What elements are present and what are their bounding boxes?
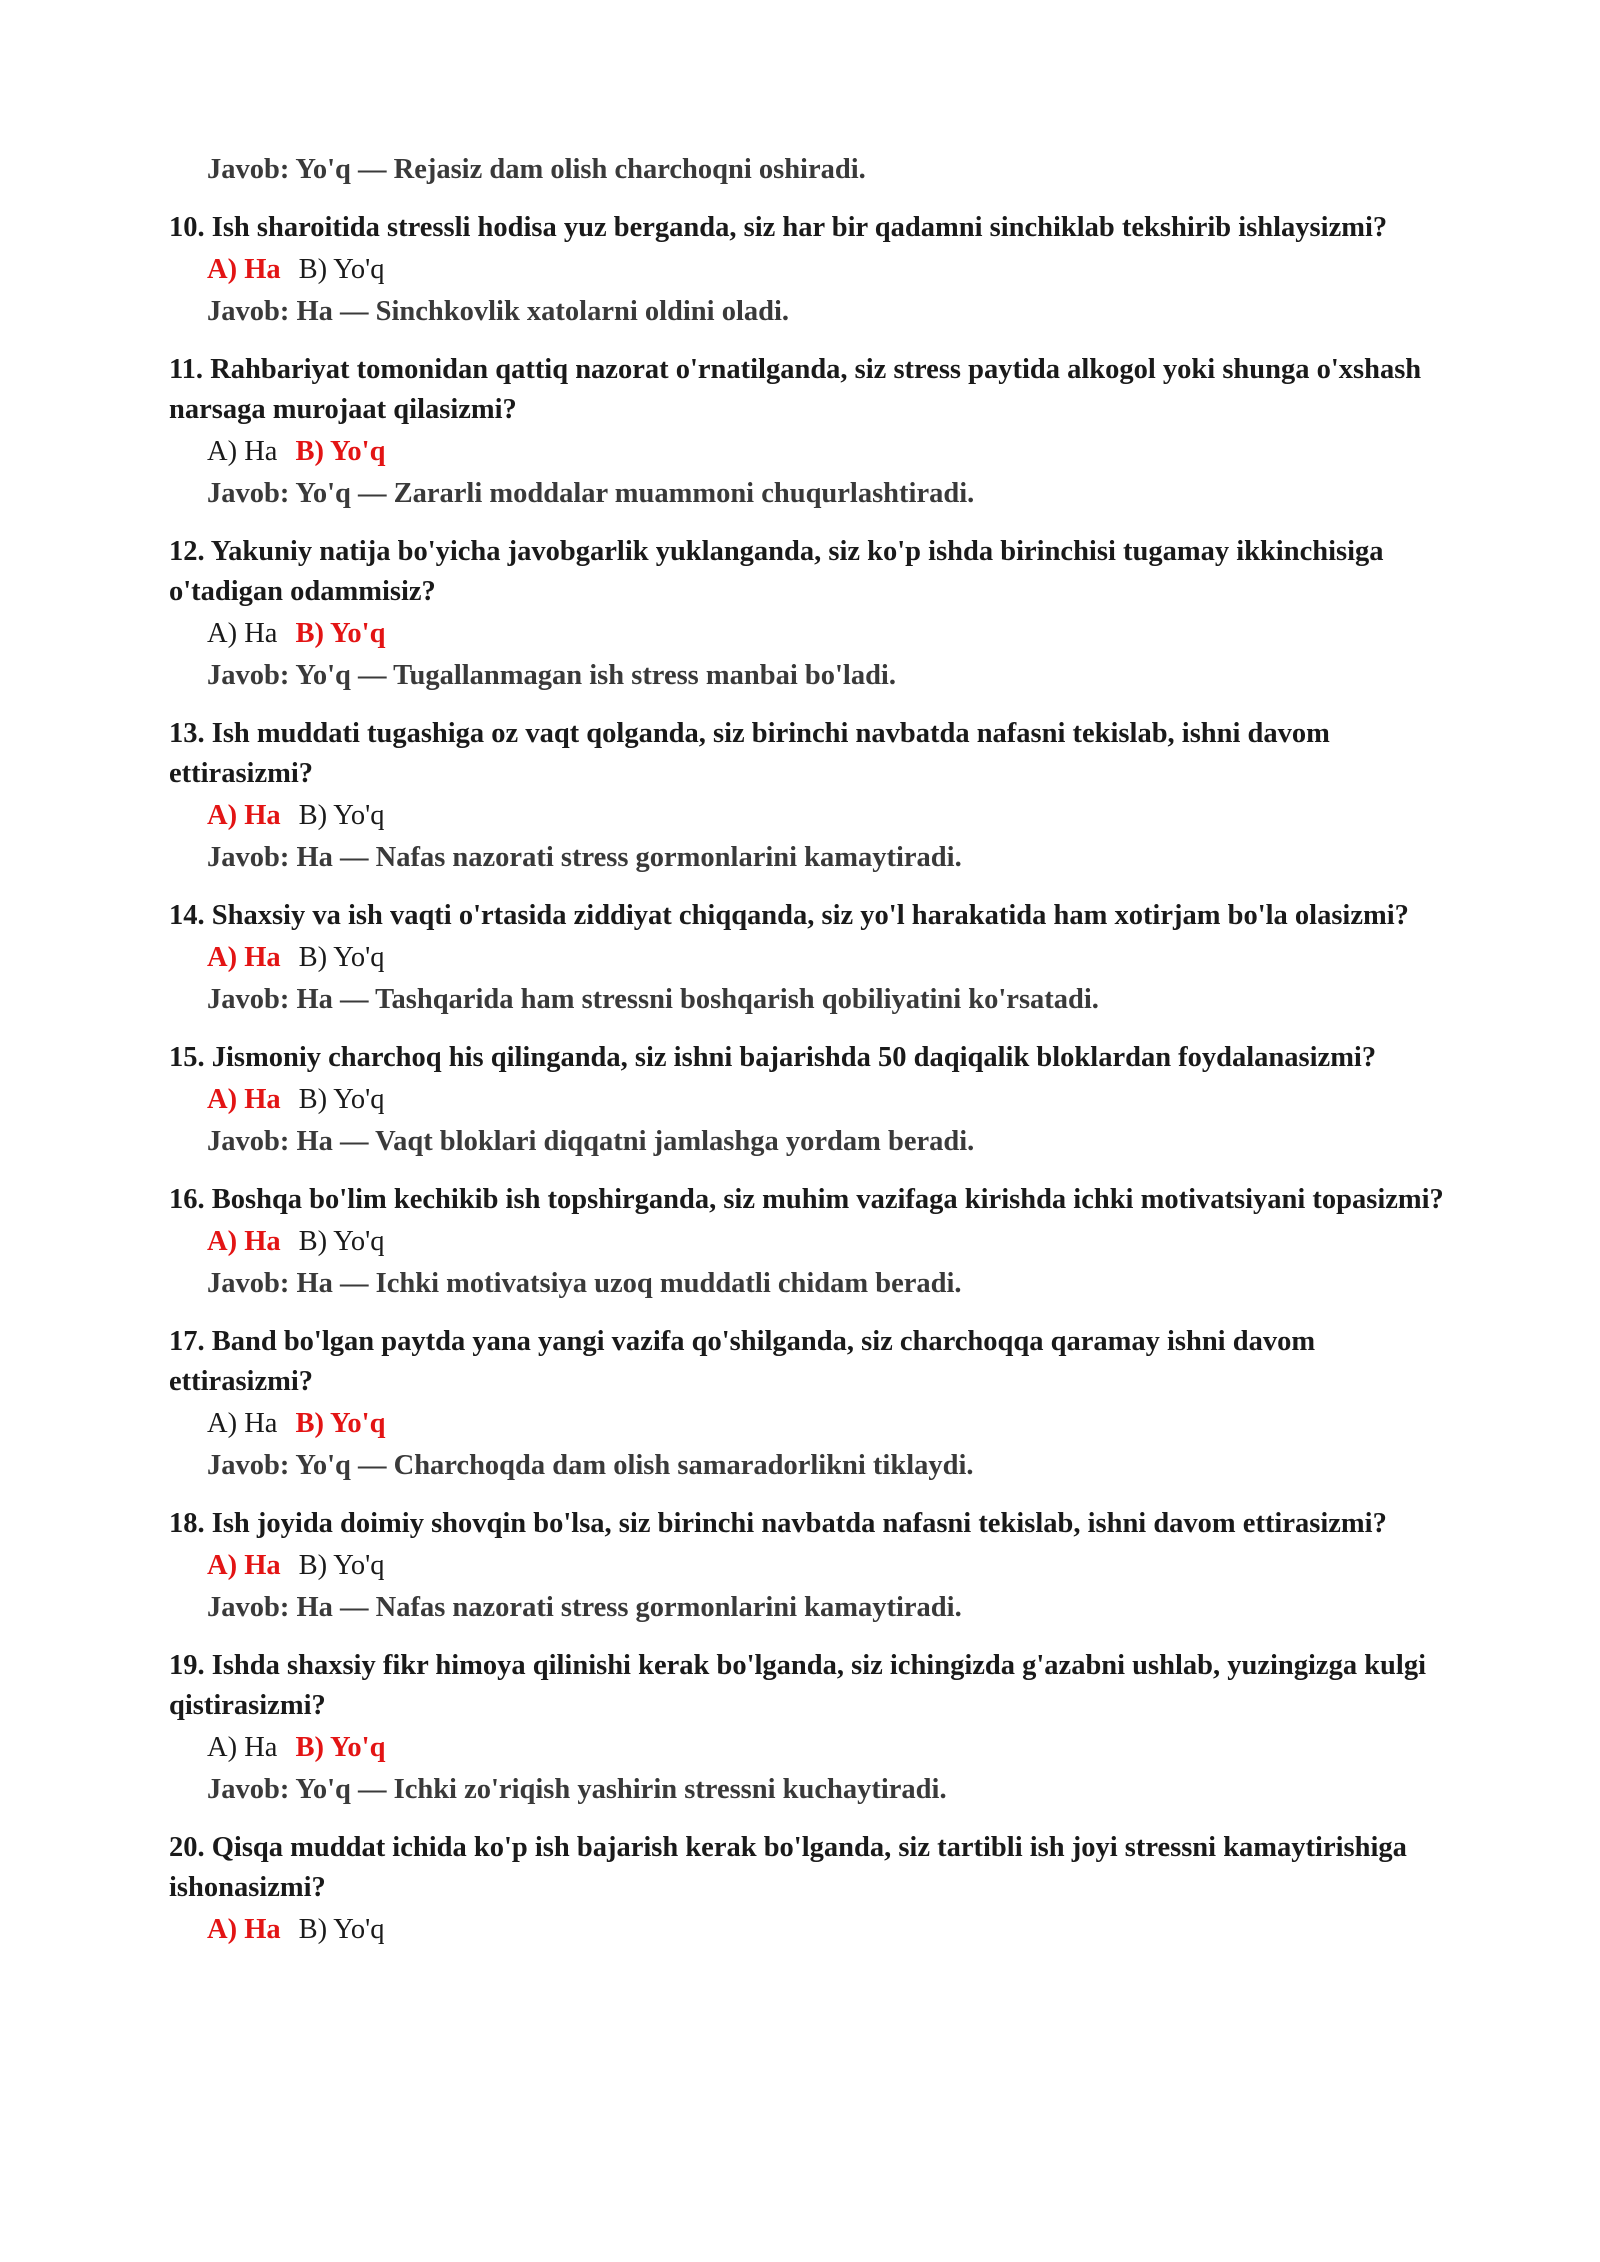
question-heading bbox=[169, 1180, 1459, 1220]
question-item bbox=[169, 896, 1459, 1020]
question-heading bbox=[169, 896, 1459, 936]
question-text: Qisqa muddat ichida ko'p ish bajarish kerak bo'lganda, siz tartibli ish joyi stressni kamaytirishiga ishonasizmi? bbox=[169, 1832, 1407, 1903]
option-a[interactable]: A) Ha bbox=[207, 436, 278, 467]
question-number: 11. bbox=[169, 354, 204, 385]
answer-explanation bbox=[169, 1264, 1459, 1304]
question-item bbox=[169, 350, 1459, 514]
question-heading bbox=[169, 714, 1459, 794]
question-heading bbox=[169, 208, 1459, 248]
question-text: Ish joyida doimiy shovqin bo'lsa, siz birinchi navbatda nafasni tekislab, ishni davom ettirasizmi? bbox=[211, 1508, 1387, 1539]
question-heading bbox=[169, 1322, 1459, 1402]
intro-answer bbox=[169, 150, 1459, 190]
question-text: Jismoniy charchoq his qilinganda, siz ishni bajarishda 50 daqiqalik bloklardan foydalanasizmi? bbox=[211, 1042, 1377, 1073]
answer-options bbox=[169, 1910, 1459, 1950]
question-number: 19. bbox=[169, 1650, 205, 1681]
option-b[interactable]: B) Yo'q bbox=[295, 1732, 386, 1763]
option-a[interactable]: A) Ha bbox=[207, 1226, 281, 1257]
question-item bbox=[169, 1038, 1459, 1162]
answer-options bbox=[169, 614, 1459, 654]
question-heading bbox=[169, 1828, 1459, 1908]
answer-label: Javob: bbox=[207, 660, 290, 691]
option-b[interactable]: B) Yo'q bbox=[295, 1408, 386, 1439]
question-text: Yakuniy natija bo'yicha javobgarlik yuklanganda, siz ko'p ishda birinchisi tugamay ikkinchisiga o'tadigan odammisiz? bbox=[169, 536, 1384, 607]
option-b[interactable]: B) Yo'q bbox=[298, 1084, 385, 1115]
question-text: Rahbariyat tomonidan qattiq nazorat o'rnatilganda, siz stress paytida alkogol yoki shunga o'xshash narsaga murojaat qilasizmi? bbox=[169, 354, 1422, 425]
answer-explanation bbox=[169, 474, 1459, 514]
option-b[interactable]: B) Yo'q bbox=[298, 1550, 385, 1581]
question-heading bbox=[169, 1504, 1459, 1544]
answer-options bbox=[169, 1222, 1459, 1262]
question-text: Boshqa bo'lim kechikib ish topshirganda, siz muhim vazifaga kirishda ichki motivatsiyani topasizmi? bbox=[211, 1184, 1444, 1215]
answer-options bbox=[169, 1404, 1459, 1444]
question-text: Ishda shaxsiy fikr himoya qilinishi kerak bo'lganda, siz ichingizda g'azabni ushlab, yuzingizga kulgi qistirasizmi? bbox=[169, 1650, 1426, 1721]
question-text: Band bo'lgan paytda yana yangi vazifa qo'shilganda, siz charchoqqa qaramay ishni davom ettirasizmi? bbox=[169, 1326, 1316, 1397]
question-number: 17. bbox=[169, 1326, 205, 1357]
question-heading bbox=[169, 350, 1459, 430]
answer-label: Javob: bbox=[207, 1774, 290, 1805]
question-heading bbox=[169, 1646, 1459, 1726]
answer-explanation bbox=[169, 980, 1459, 1020]
question-heading bbox=[169, 532, 1459, 612]
question-text: Ish sharoitida stressli hodisa yuz berganda, siz har bir qadamni sinchiklab tekshirib ishlaysizmi? bbox=[211, 212, 1388, 243]
answer-options bbox=[169, 250, 1459, 290]
answer-text: Ha — Nafas nazorati stress gormonlarini kamaytiradi. bbox=[296, 842, 962, 873]
option-a[interactable]: A) Ha bbox=[207, 1084, 281, 1115]
question-number: 14. bbox=[169, 900, 205, 931]
answer-text: Yo'q — Rejasiz dam olish charchoqni oshiradi. bbox=[295, 154, 866, 185]
answer-label: Javob: bbox=[207, 842, 290, 873]
option-a[interactable]: A) Ha bbox=[207, 1550, 281, 1581]
question-list bbox=[169, 208, 1459, 1950]
answer-options bbox=[169, 1546, 1459, 1586]
question-item bbox=[169, 1180, 1459, 1304]
answer-label: Javob: bbox=[207, 478, 290, 509]
question-text: Shaxsiy va ish vaqti o'rtasida ziddiyat chiqqanda, siz yo'l harakatida ham xotirjam bo'la olasizmi? bbox=[211, 900, 1409, 931]
option-a[interactable]: A) Ha bbox=[207, 254, 281, 285]
question-number: 10. bbox=[169, 212, 205, 243]
option-a[interactable]: A) Ha bbox=[207, 1732, 278, 1763]
option-a[interactable]: A) Ha bbox=[207, 618, 278, 649]
option-b[interactable]: B) Yo'q bbox=[298, 1226, 385, 1257]
answer-explanation bbox=[169, 1122, 1459, 1162]
option-b[interactable]: B) Yo'q bbox=[298, 1914, 385, 1945]
option-b[interactable]: B) Yo'q bbox=[298, 942, 385, 973]
answer-text: Ha — Nafas nazorati stress gormonlarini kamaytiradi. bbox=[296, 1592, 962, 1623]
question-item bbox=[169, 714, 1459, 878]
question-item bbox=[169, 1646, 1459, 1810]
option-b[interactable]: B) Yo'q bbox=[295, 436, 386, 467]
question-item bbox=[169, 1322, 1459, 1486]
answer-options bbox=[169, 1728, 1459, 1768]
question-item bbox=[169, 1504, 1459, 1628]
question-number: 18. bbox=[169, 1508, 205, 1539]
answer-explanation bbox=[169, 1446, 1459, 1486]
answer-label: Javob: bbox=[207, 984, 290, 1015]
answer-text: Yo'q — Charchoqda dam olish samaradorlikni tiklaydi. bbox=[295, 1450, 974, 1481]
answer-label: Javob: bbox=[207, 1450, 290, 1481]
option-a[interactable]: A) Ha bbox=[207, 1914, 281, 1945]
answer-label: Javob: bbox=[207, 1268, 290, 1299]
question-item bbox=[169, 532, 1459, 696]
answer-explanation bbox=[169, 1588, 1459, 1628]
answer-explanation bbox=[169, 838, 1459, 878]
option-a[interactable]: A) Ha bbox=[207, 1408, 278, 1439]
answer-explanation bbox=[169, 1770, 1459, 1810]
question-number: 12. bbox=[169, 536, 205, 567]
answer-text: Ha — Tashqarida ham stressni boshqarish qobiliyatini ko'rsatadi. bbox=[296, 984, 1099, 1015]
question-number: 16. bbox=[169, 1184, 205, 1215]
question-heading bbox=[169, 1038, 1459, 1078]
answer-options bbox=[169, 796, 1459, 836]
answer-text: Yo'q — Ichki zo'riqish yashirin stressni kuchaytiradi. bbox=[295, 1774, 947, 1805]
option-a[interactable]: A) Ha bbox=[207, 800, 281, 831]
answer-explanation bbox=[169, 292, 1459, 332]
answer-label: Javob: bbox=[207, 1126, 290, 1157]
question-item bbox=[169, 208, 1459, 332]
option-b[interactable]: B) Yo'q bbox=[295, 618, 386, 649]
answer-text: Ha — Ichki motivatsiya uzoq muddatli chidam beradi. bbox=[296, 1268, 962, 1299]
option-b[interactable]: B) Yo'q bbox=[298, 254, 385, 285]
question-number: 13. bbox=[169, 718, 205, 749]
answer-options bbox=[169, 1080, 1459, 1120]
quiz-content bbox=[169, 148, 1459, 1950]
answer-options bbox=[169, 432, 1459, 472]
question-item bbox=[169, 1828, 1459, 1950]
answer-label: Javob: bbox=[207, 154, 290, 185]
answer-text: Yo'q — Tugallanmagan ish stress manbai bo'ladi. bbox=[295, 660, 896, 691]
answer-label: Javob: bbox=[207, 296, 290, 327]
answer-text: Ha — Sinchkovlik xatolarni oldini oladi. bbox=[296, 296, 790, 327]
answer-label: Javob: bbox=[207, 1592, 290, 1623]
answer-text: Yo'q — Zararli moddalar muammoni chuqurlashtiradi. bbox=[295, 478, 975, 509]
answer-options bbox=[169, 938, 1459, 978]
answer-text: Ha — Vaqt bloklari diqqatni jamlashga yordam beradi. bbox=[296, 1126, 975, 1157]
question-number: 20. bbox=[169, 1832, 205, 1863]
answer-explanation bbox=[169, 656, 1459, 696]
question-number: 15. bbox=[169, 1042, 205, 1073]
option-a[interactable]: A) Ha bbox=[207, 942, 281, 973]
option-b[interactable]: B) Yo'q bbox=[298, 800, 385, 831]
question-text: Ish muddati tugashiga oz vaqt qolganda, siz birinchi navbatda nafasni tekislab, ishni davom ettirasizmi? bbox=[169, 718, 1330, 789]
